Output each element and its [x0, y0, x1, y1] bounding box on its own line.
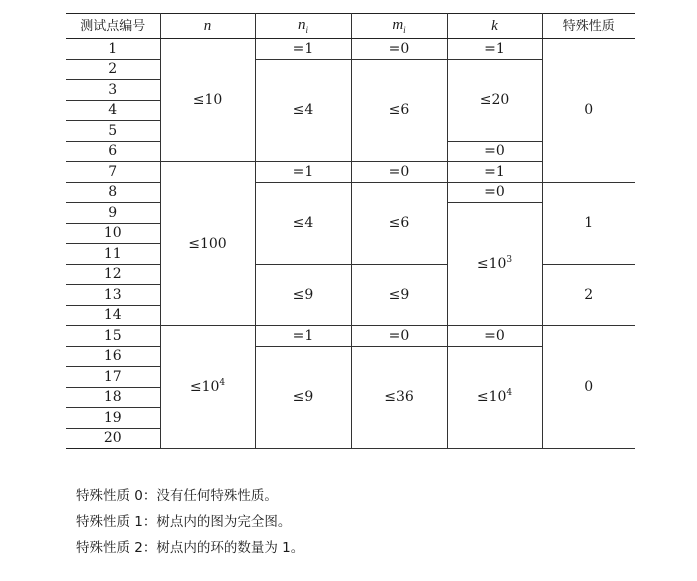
test-id-cell: 15: [66, 326, 160, 347]
ni-cell: =1: [255, 326, 351, 347]
test-id-cell: 3: [66, 80, 160, 101]
table-row: [66, 39, 635, 60]
test-id-cell: 12: [66, 264, 160, 285]
header-ni-sub: i: [305, 24, 308, 35]
n-cell: [160, 326, 255, 449]
test-id-cell: 6: [66, 141, 160, 162]
table-row: [66, 264, 635, 285]
header-special: 特殊性质: [542, 14, 635, 39]
note-special-1: 特殊性质 1：树点内的图为完全图。: [76, 514, 292, 530]
test-id-cell: 9: [66, 203, 160, 224]
k-cell: =0: [447, 141, 542, 162]
test-id-cell: 16: [66, 346, 160, 367]
ni-cell: ≤4: [255, 59, 351, 162]
test-id-cell: 4: [66, 100, 160, 121]
test-id-cell: 7: [66, 162, 160, 183]
test-id-cell: 19: [66, 408, 160, 429]
k-cell-base: ≤10: [476, 256, 507, 272]
k-cell: [447, 203, 542, 326]
k-cell: =1: [447, 162, 542, 183]
mi-cell: ≤6: [351, 182, 447, 264]
k-cell: =1: [447, 39, 542, 60]
test-id-cell: 1: [66, 39, 160, 60]
special-cell: 0: [542, 326, 635, 449]
note-special-2: 特殊性质 2：树点内的环的数量为 1。: [76, 540, 305, 556]
mi-cell: =0: [351, 39, 447, 60]
special-cell: 1: [542, 182, 635, 264]
k-cell: [447, 346, 542, 449]
header-mi-sub: i: [403, 24, 406, 35]
k-cell-exponent: 3: [506, 255, 513, 265]
note-special-0: 特殊性质 0：没有任何特殊性质。: [76, 488, 278, 504]
n-cell-exponent: 4: [219, 378, 226, 388]
k-cell-exponent: 4: [506, 388, 513, 399]
test-id-cell: 20: [66, 428, 160, 449]
header-mi-base: m: [392, 16, 404, 33]
n-cell-base: ≤10: [189, 379, 220, 395]
mi-cell: =0: [351, 326, 447, 347]
mi-cell: ≤9: [351, 264, 447, 326]
ni-cell: ≤9: [255, 264, 351, 326]
test-id-cell: 14: [66, 305, 160, 326]
test-id-cell: 13: [66, 285, 160, 306]
k-cell: ≤20: [447, 59, 542, 141]
header-test-id: 测试点编号: [66, 14, 160, 39]
special-cell: 0: [542, 39, 635, 183]
n-cell: ≤10: [160, 39, 255, 162]
table-row: [66, 326, 635, 347]
ni-cell: =1: [255, 39, 351, 60]
ni-cell: ≤4: [255, 182, 351, 264]
header-k: k: [447, 14, 542, 39]
k-cell-base: ≤10: [476, 389, 507, 406]
constraint-table: [66, 13, 635, 449]
n-cell: ≤100: [160, 162, 255, 326]
test-id-cell: 11: [66, 244, 160, 265]
mi-cell: ≤6: [351, 59, 447, 162]
k-cell: =0: [447, 326, 542, 347]
special-property-notes: [76, 483, 304, 561]
header-ni-base: n: [297, 16, 306, 33]
test-id-cell: 10: [66, 223, 160, 244]
header-mi: [351, 14, 447, 39]
test-id-cell: 17: [66, 367, 160, 388]
test-id-cell: 18: [66, 387, 160, 408]
test-id-cell: 2: [66, 59, 160, 80]
table-row: [66, 182, 635, 203]
header-ni: [255, 14, 351, 39]
header-n: n: [160, 14, 255, 39]
header-row: [66, 14, 635, 39]
test-id-cell: 5: [66, 121, 160, 142]
mi-cell: ≤36: [351, 346, 447, 449]
special-cell: 2: [542, 264, 635, 326]
mi-cell: =0: [351, 162, 447, 183]
ni-cell: =1: [255, 162, 351, 183]
test-id-cell: 8: [66, 182, 160, 203]
ni-cell: ≤9: [255, 346, 351, 449]
k-cell: =0: [447, 182, 542, 203]
